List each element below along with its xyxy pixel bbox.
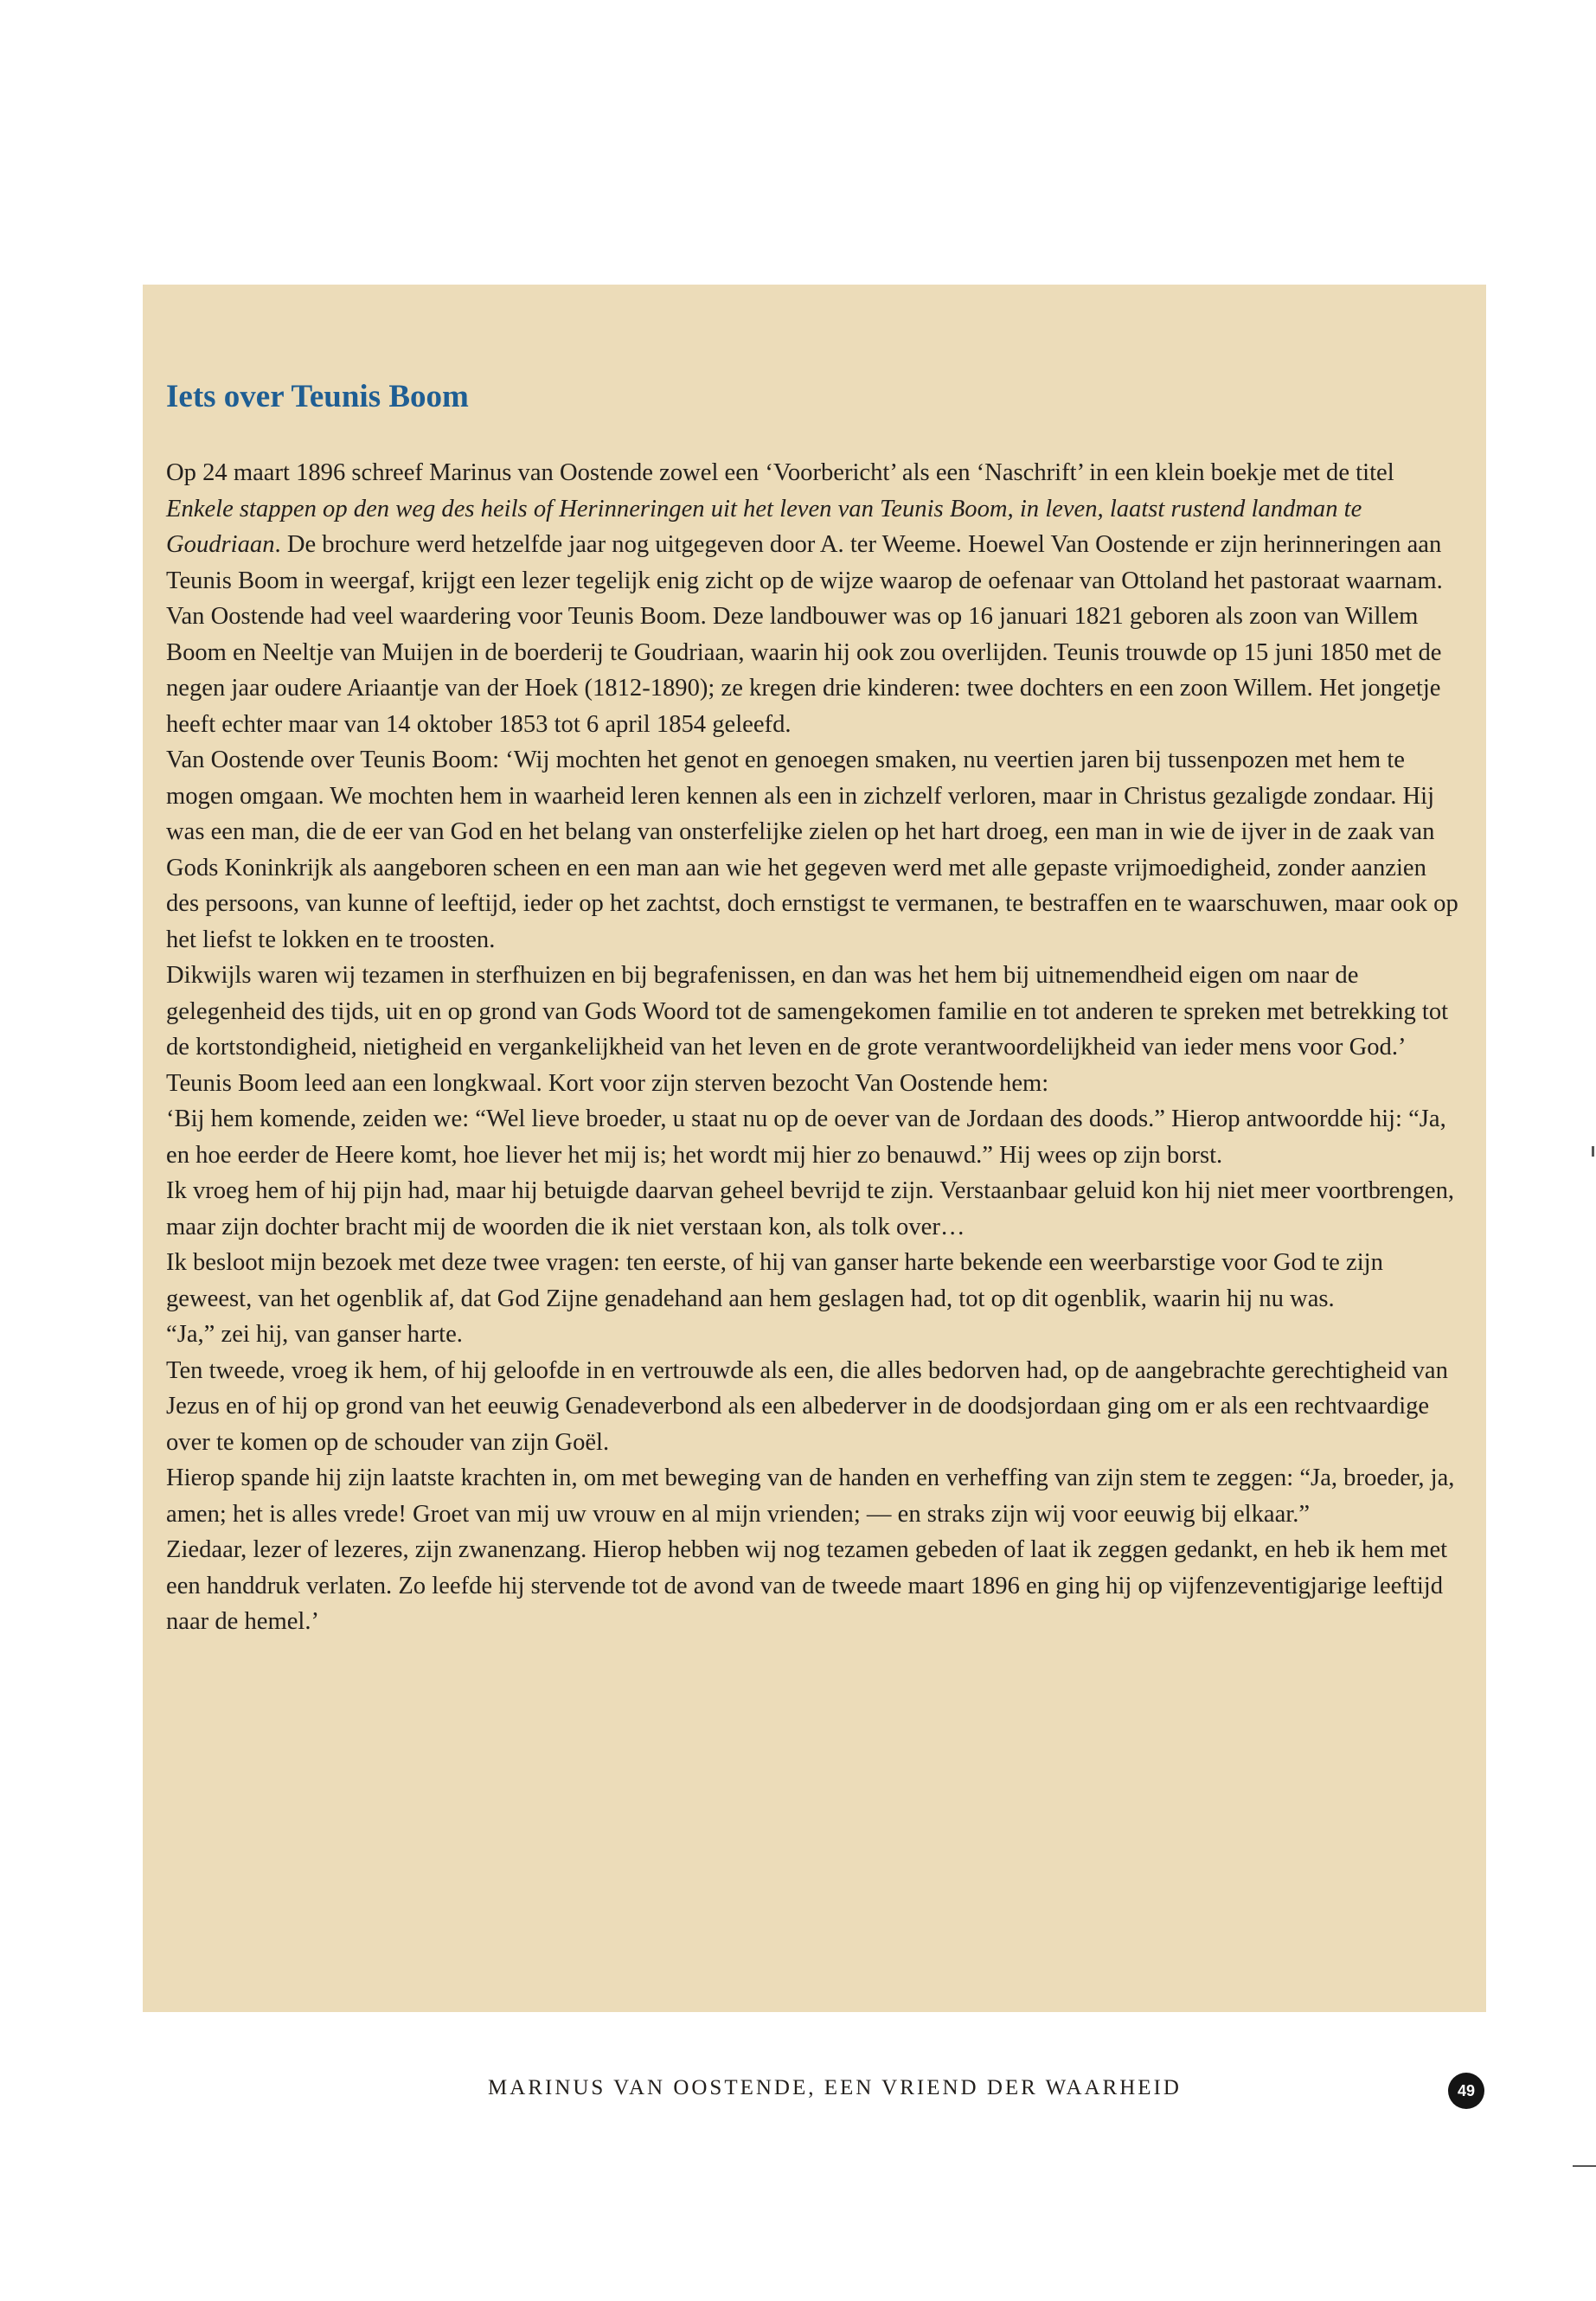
paragraph [166, 455, 1464, 599]
article-panel [143, 285, 1486, 2012]
crop-mark [1592, 1146, 1594, 1157]
paragraph: Van Oostende had veel waardering voor Teunis Boom. Deze landbouwer was op 16 januari 1821 geboren als zoon van Willem Boom en Neeltje van Muijen in de boerderij te Goudriaan, waarin hij ook zou overlijden. Teunis trouwde op 15 juni 1850 met de negen jaar oudere Ariaantje van der Hoek (1812-1890); ze kregen drie kinderen: twee dochters en een zoon Willem. Het jongetje heeft echter maar van 14 oktober 1853 tot 6 april 1854 geleefd. [166, 603, 1442, 738]
running-footer-title: MARINUS VAN OOSTENDE, EEN VRIEND DER WAARHEID [488, 2076, 1182, 2099]
paragraph: Teunis Boom leed aan een longkwaal. Kort voor zijn sterven bezocht Van Oostende hem: [166, 1069, 1049, 1097]
paragraph: “Ja,” zei hij, van ganser harte. [166, 1321, 463, 1348]
paragraph: Dikwijls waren wij tezamen in sterfhuizen en bij begrafenissen, en dan was het hem bij uitnemendheid eigen om naar de gelegenheid des tijds, uit en op grond van Gods Woord tot de samengekomen familie en tot anderen te spreken met betrekking tot de kortstondigheid, nietigheid en vergankelijkheid van het leven en de grote verantwoordelijkheid van ieder mens voor God.’ [166, 962, 1449, 1061]
paragraph-text: . De brochure werd hetzelfde jaar nog uitgegeven door A. ter Weeme. Hoewel Van Oostende er zijn herinneringen aan Teunis Boom in weergaf, krijgt een lezer tegelijk enig zicht op de wijze waarop de oefenaar van Ottoland het pastoraat waarnam. [166, 531, 1443, 594]
paragraph: Ziedaar, lezer of lezeres, zijn zwanenzang. Hierop hebben wij nog tezamen gebeden of laat ik zeggen gedankt, en heb ik hem met een handdruk verlaten. Zo leefde hij stervende tot de avond van de tweede maart 1896 en ging hij op vijfenzeventigjarige leeftijd naar de hemel.’ [166, 1536, 1448, 1635]
paragraph: Ten tweede, vroeg ik hem, of hij geloofde in en vertrouwde als een, die alles bedorven had, op de aangebrachte gerechtigheid van Jezus en of hij op grond van het eeuwig Genadeverbond als een albederver in de doodsjordaan ging om er als een rechtvaardige over te komen op de schouder van zijn Goël. [166, 1356, 1448, 1456]
crop-mark [1573, 2165, 1596, 2167]
article-body [166, 455, 1464, 1640]
paragraph: Hierop spande hij zijn laatste krachten in, om met beweging van de handen en verheffing van zijn stem te zeggen: “Ja, broeder, ja, amen; het is alles vrede! Groet van mij uw vrouw en al mijn vrienden; — en straks zijn wij voor eeuwig bij elkaar.” [166, 1465, 1455, 1528]
paragraph: ‘Bij hem komende, zeiden we: “Wel lieve broeder, u staat nu op de oever van de Jordaan des doods.” Hierop antwoordde hij: “Ja, en hoe eerder de Heere komt, hoe liever het mij is; het wordt mij hier zo benauwd.” Hij wees op zijn borst. [166, 1106, 1446, 1169]
paragraph: Ik besloot mijn bezoek met deze twee vragen: ten eerste, of hij van ganser harte bekende een weerbarstige voor God te zijn geweest, van het ogenblik af, dat God Zijne genadehand aan hem geslagen had, tot op dit ogenblik, waarin hij nu was. [166, 1249, 1383, 1312]
book-title: Enkele stappen op den weg des heils of Herinneringen uit het leven van Teunis Boom, in leven, laatst rustend landman te Goudriaan [166, 495, 1362, 558]
article-title: Iets over Teunis Boom [166, 379, 469, 414]
paragraph: Ik vroeg hem of hij pijn had, maar hij betuigde daarvan geheel bevrijd te zijn. Verstaanbaar geluid kon hij niet meer voortbrengen, maar zijn dochter bracht mij de woorden die ik niet verstaan kon, als tolk over… [166, 1177, 1455, 1240]
paragraph-text: Op 24 maart 1896 schreef Marinus van Oostende zowel een ‘Voorbericht’ als een ‘Naschrift’ in een klein boekje met de titel [166, 459, 1394, 486]
page-number-badge: 49 [1448, 2073, 1484, 2109]
paragraph: Van Oostende over Teunis Boom: ‘Wij mochten het genot en genoegen smaken, nu veertien jaren bij tussenpozen met hem te mogen omgaan. We mochten hem in waarheid leren kennen als een in zichzelf verloren, maar in Christus gezaligde zondaar. Hij was een man, die de eer van God en het belang van onsterfelijke zielen op het hart droeg, een man in wie de ijver in de zaak van Gods Koninkrijk als aangeboren scheen en een man aan wie het gegeven werd met alle gepaste vrijmoedigheid, zonder aanzien des persoons, van kunne of leeftijd, ieder op het zachtst, doch ernstigst te vermanen, te bestraffen en te waarschuwen, maar ook op het liefst te lokken en te troosten. [166, 747, 1458, 953]
